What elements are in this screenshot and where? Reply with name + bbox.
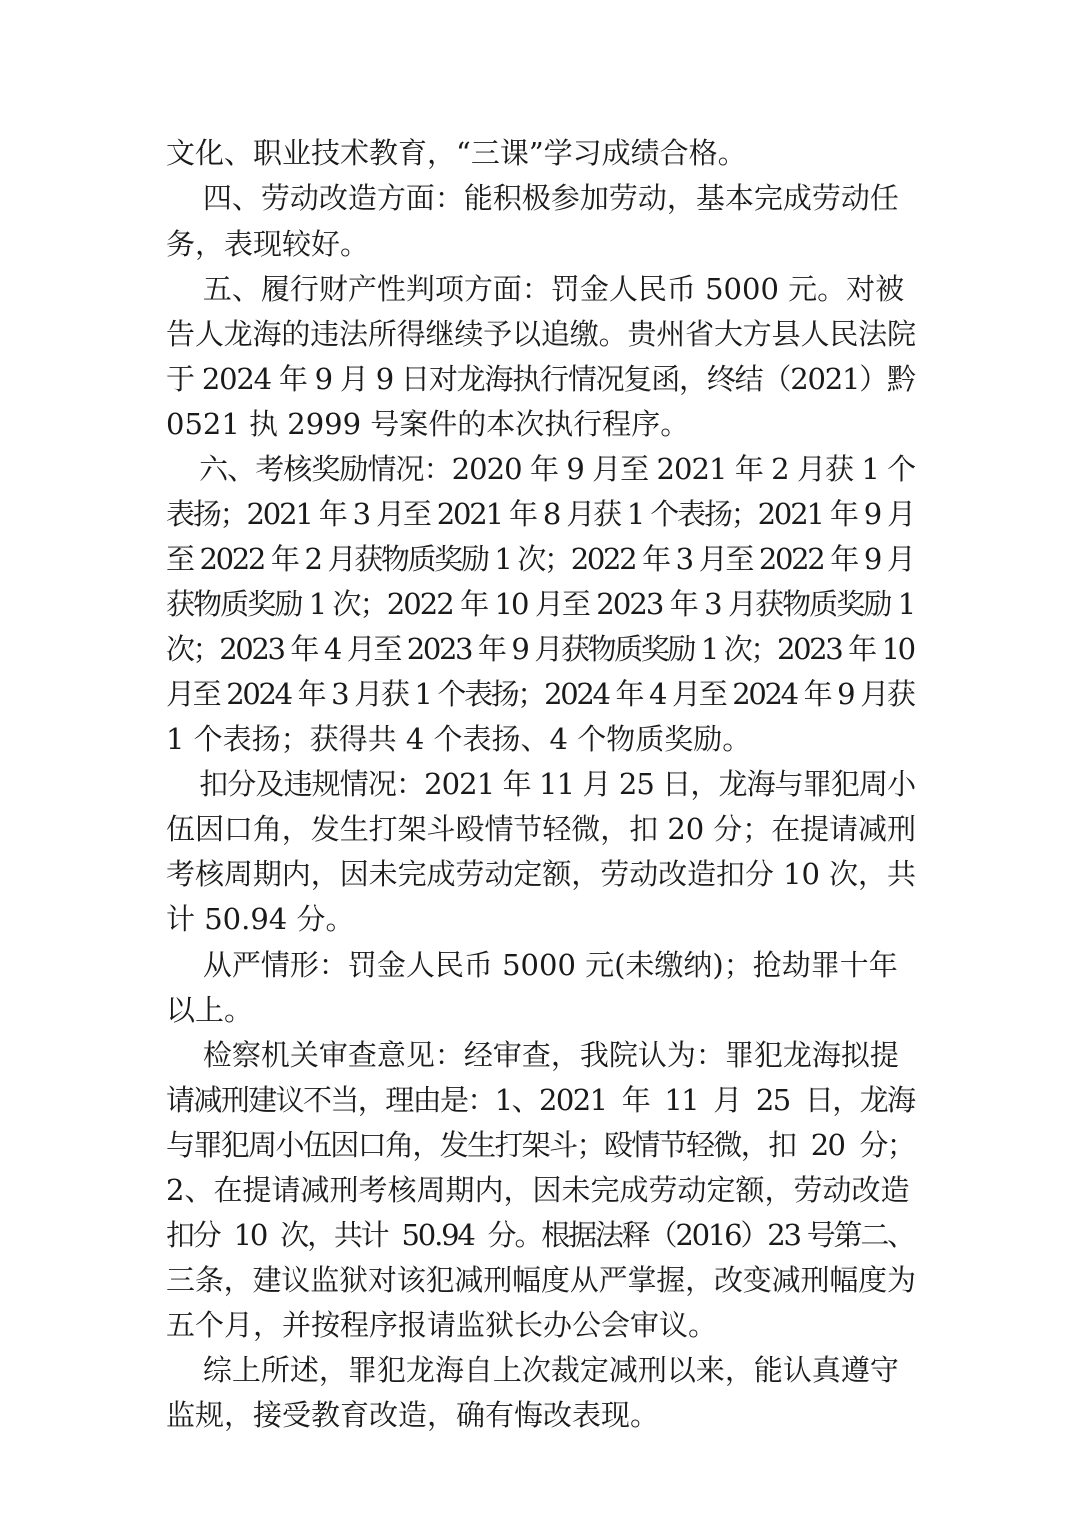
text-line: 月至 2024 年 3 月获 1 个表扬；2024 年 4 月至 2024 年 9 月获 (166, 677, 914, 711)
text-line: 六、考核奖励情况：2020 年 9 月至 2021 年 2 月获 1 个 (166, 452, 916, 486)
text-line: 五、履行财产性判项方面：罚金人民币 5000 元。对被 (166, 272, 905, 306)
text-line: 2、在提请减刑考核周期内，因未完成劳动定额，劳动改造 (166, 1173, 910, 1207)
text-line: 扣分 10 次，共计 50.94 分。根据法释（2016）23 号第二、 (166, 1218, 914, 1252)
text-line: 计 50.94 分。 (166, 902, 355, 936)
text-line: 务，表现较好。 (166, 227, 370, 261)
text-line: 监规，接受教育改造，确有悔改表现。 (166, 1398, 660, 1432)
text-line: 至 2022 年 2 月获物质奖励 1 次；2022 年 3 月至 2022 年 9 月 (166, 542, 914, 576)
text-line: 0521 执 2999 号案件的本次执行程序。 (166, 407, 690, 441)
text-line: 三条，建议监狱对该犯减刑幅度从严掌握，改变减刑幅度为 (166, 1263, 916, 1297)
text-line: 请减刑建议不当，理由是：1、2021 年 11 月 25 日，龙海 (166, 1083, 915, 1117)
text-line: 表扬；2021 年 3 月至 2021 年 8 月获 1 个表扬；2021 年 9 月 (166, 497, 914, 531)
text-line: 以上。 (166, 993, 254, 1027)
text-line: 综上所述，罪犯龙海自上次裁定减刑以来，能认真遵守 (166, 1353, 899, 1387)
text-line: 1 个表扬；获得共 4 个表扬、4 个物质奖励。 (166, 722, 752, 756)
text-line: 从严情形：罚金人民币 5000 元(未缴纳)；抢劫罪十年 (166, 948, 898, 982)
text-line: 与罪犯周小伍因口角，发生打架斗；殴情节轻微，扣 20 分； (166, 1128, 915, 1162)
text-line: 获物质奖励 1 次；2022 年 10 月至 2023 年 3 月获物质奖励 1 (166, 587, 915, 621)
text-line: 告人龙海的违法所得继续予以追缴。贵州省大方县人民法院 (166, 317, 916, 351)
text-line: 次；2023 年 4 月至 2023 年 9 月获物质奖励 1 次；2023 年 10 (166, 632, 914, 666)
text-line: 伍因口角，发生打架斗殴情节轻微，扣 20 分；在提请减刑 (166, 812, 916, 846)
text-line: 扣分及违规情况：2021 年 11 月 25 日，龙海与罪犯周小 (166, 767, 916, 801)
text-line: 五个月，并按程序报请监狱长办公会审议。 (166, 1308, 718, 1342)
text-line: 文化、职业技术教育，“三课”学习成绩合格。 (166, 136, 747, 170)
text-line: 于 2024 年 9 月 9 日对龙海执行情况复函，终结（2021）黔 (166, 362, 915, 396)
text-line: 考核周期内，因未完成劳动定额，劳动改造扣分 10 次，共 (166, 857, 916, 891)
text-line: 四、劳动改造方面：能积极参加劳动，基本完成劳动任 (166, 181, 899, 215)
text-line: 检察机关审查意见：经审查，我院认为：罪犯龙海拟提 (166, 1038, 899, 1072)
